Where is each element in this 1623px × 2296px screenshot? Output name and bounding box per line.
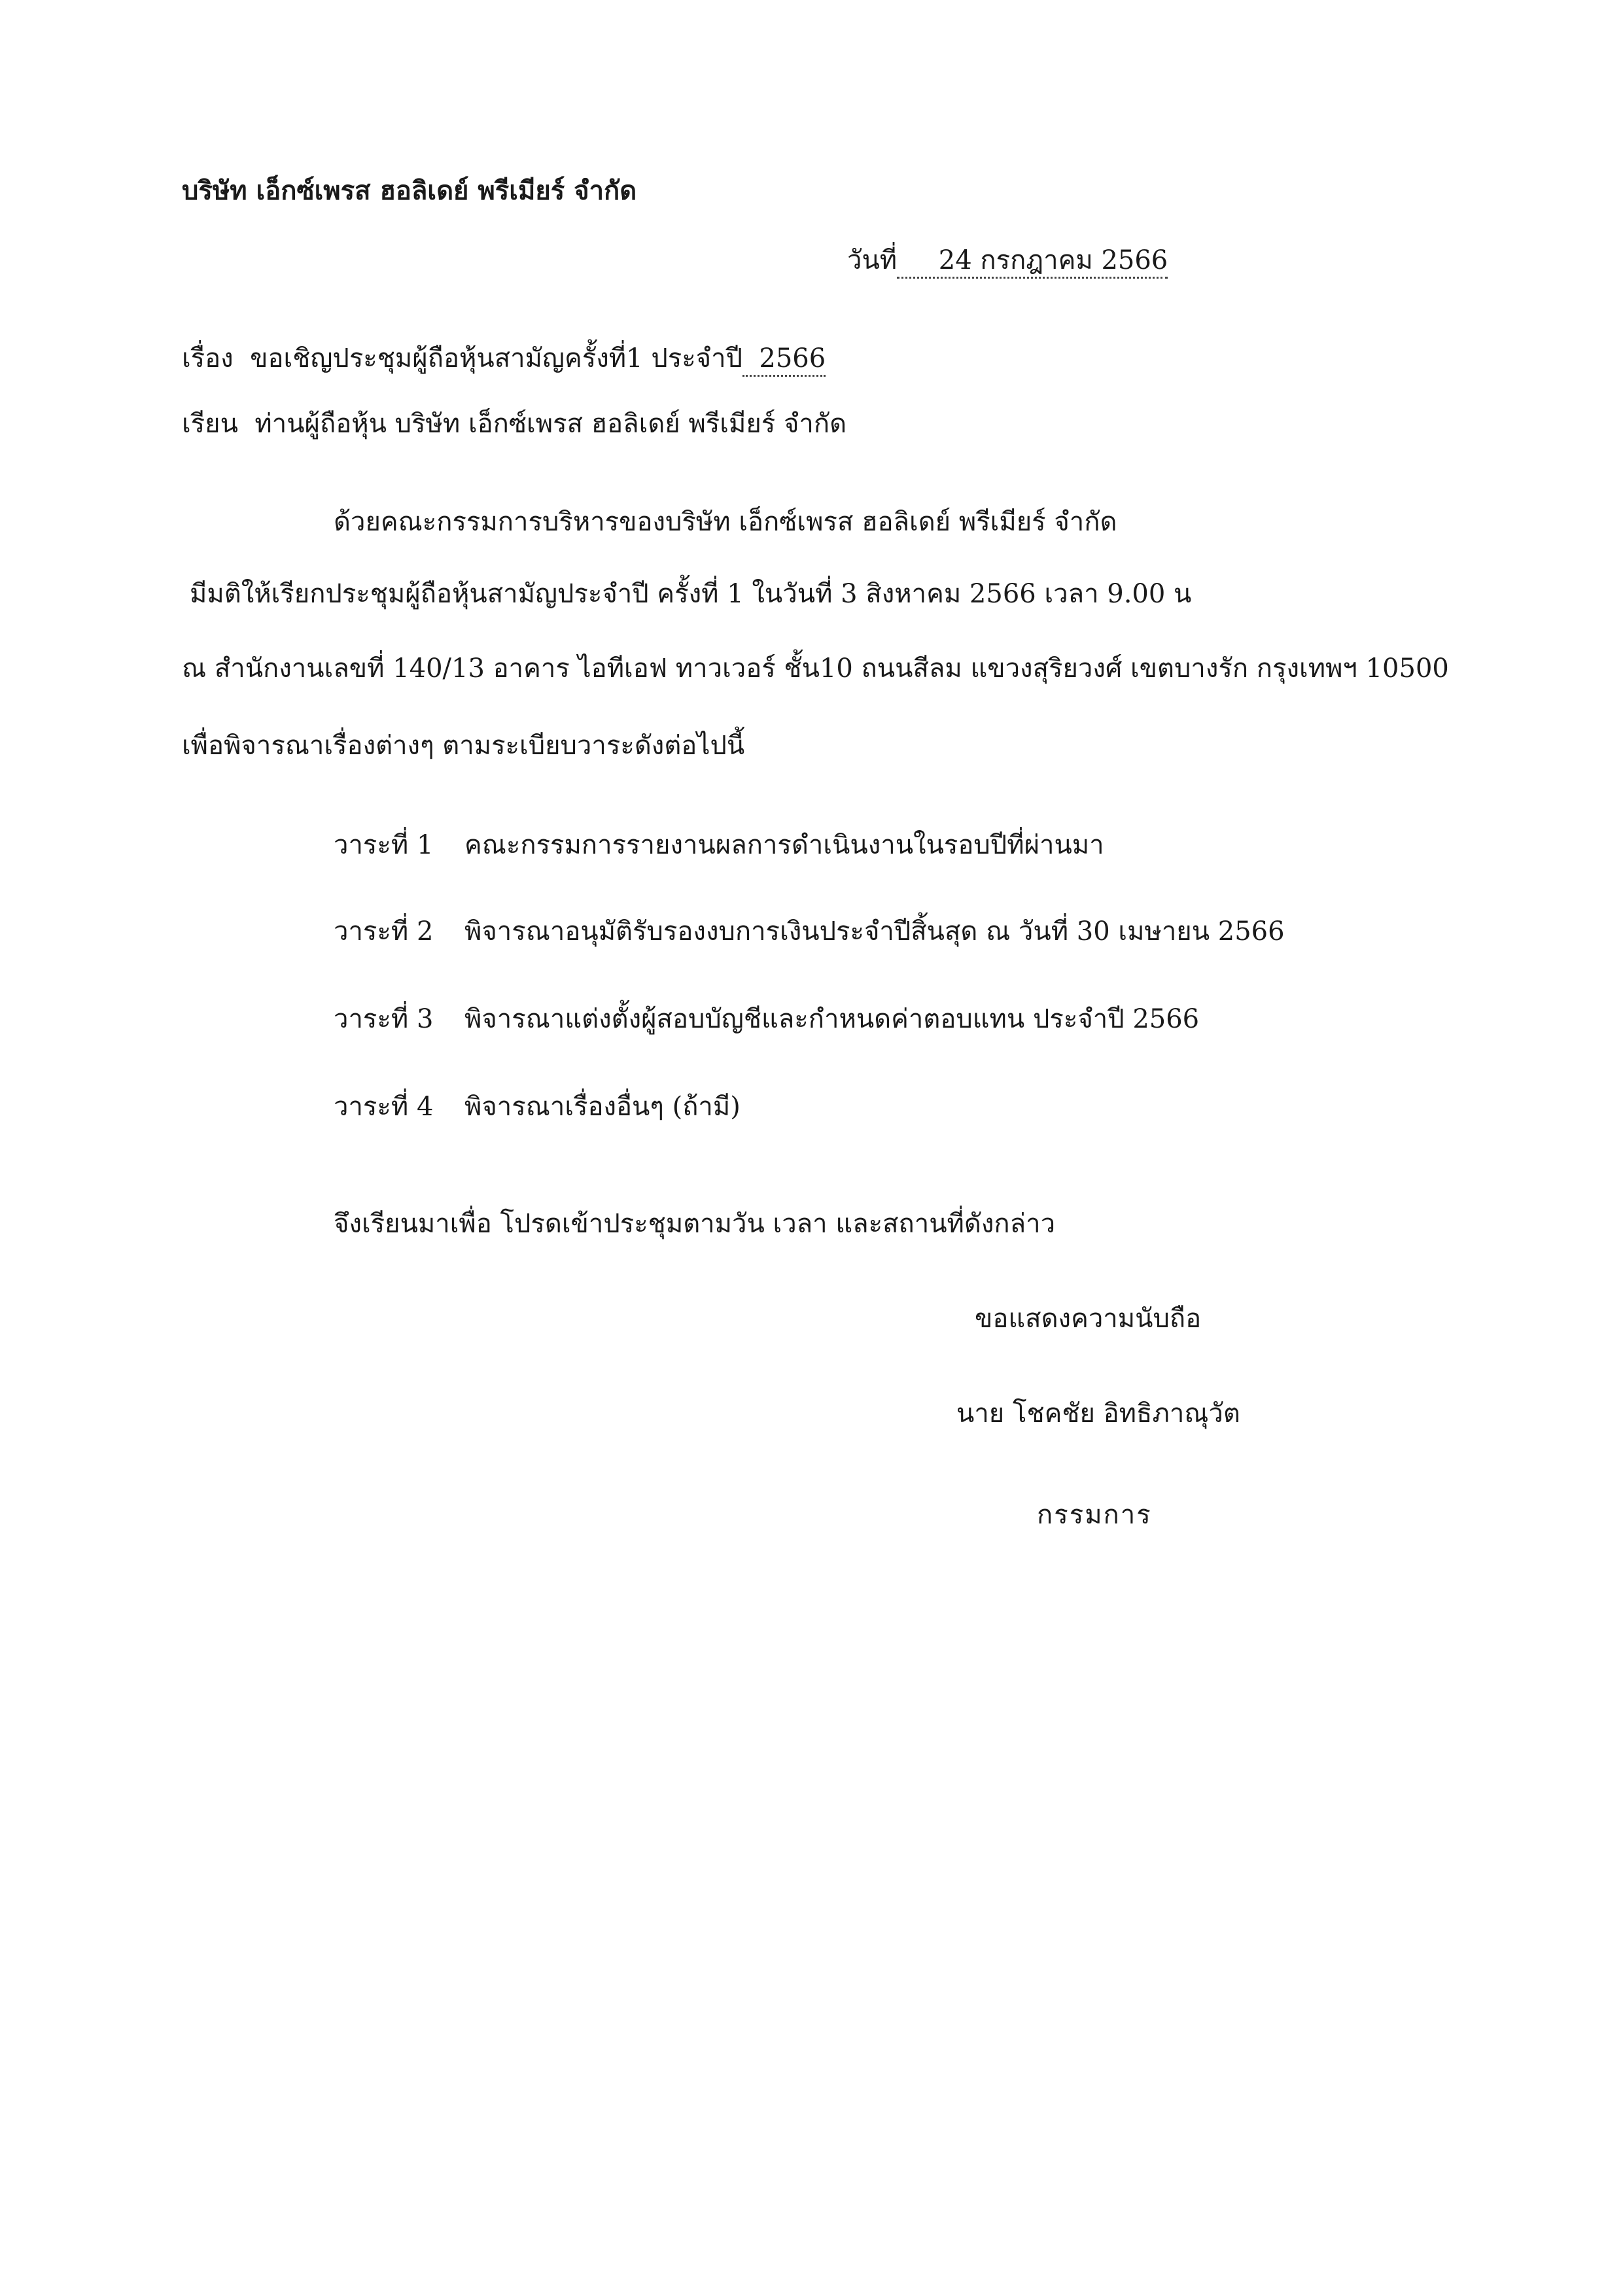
agenda-text: พิจารณาอนุมัติรับรองงบการเงินประจำปีสิ้นสุด ณ วันที่ 30 เมษายน 2566 xyxy=(464,916,1285,947)
closing-text: จึงเรียนมาเพื่อ โปรดเข้าประชุมตามวัน เวลา และสถานที่ดังกล่าว xyxy=(334,1209,1056,1239)
signer-name: นาย โชคชัย อิทธิภาณุวัต xyxy=(956,1399,1240,1429)
agenda-item-4 xyxy=(334,1090,741,1124)
agenda-item-2 xyxy=(334,914,1285,948)
body-line-4: เพื่อพิจารณาเรื่องต่างๆ ตามระเบียบวาระดังต่อไปนี้ xyxy=(182,731,745,761)
body-line-1: ด้วยคณะกรรมการบริหารของบริษัท เอ็กซ์เพรส ฮอลิเดย์ พรีเมียร์ จำกัด xyxy=(334,507,1117,537)
date-label: วันที่ xyxy=(847,245,898,275)
body-line-2: มีมติให้เรียกประชุมผู้ถือหุ้นสามัญประจำปี ครั้งที่ 1 ในวันที่ 3 สิงหาคม 2566 เวลา 9.00 น xyxy=(190,579,1192,609)
subject-year: 2566 xyxy=(742,343,826,377)
agenda-item-3 xyxy=(334,1002,1199,1036)
date-value: 24 กรกฎาคม 2566 xyxy=(897,245,1168,279)
signer-position: กรรมการ xyxy=(1037,1500,1152,1530)
recipient-label: เรียน xyxy=(182,409,238,439)
subject-line xyxy=(182,341,826,375)
date-line xyxy=(847,243,1168,277)
agenda-label: วาระที่ 4 xyxy=(334,1092,434,1122)
agenda-text: พิจารณาแต่งตั้งผู้สอบบัญชีและกำหนดค่าตอบแทน ประจำปี 2566 xyxy=(464,1004,1200,1034)
body-line-3: ณ สำนักงานเลขที่ 140/13 อาคาร ไอทีเอฟ ทาวเวอร์ ชั้น10 ถนนสีลม แขวงสุริยวงศ์ เขตบางรัก กรุงเทพฯ 10500 xyxy=(182,653,1449,684)
subject-label: เรื่อง xyxy=(182,343,234,374)
company-header: บริษัท เอ็กซ์เพรส ฮอลิเดย์ พรีเมียร์ จำกัด xyxy=(182,175,637,206)
agenda-label: วาระที่ 1 xyxy=(334,830,434,860)
agenda-label: วาระที่ 2 xyxy=(334,916,434,947)
recipient-line xyxy=(182,407,846,441)
agenda-text: พิจารณาเรื่องอื่นๆ (ถ้ามี) xyxy=(464,1092,741,1122)
recipient-text: ท่านผู้ถือหุ้น บริษัท เอ็กซ์เพรส ฮอลิเดย์ พรีเมียร์ จำกัด xyxy=(254,409,847,439)
agenda-label: วาระที่ 3 xyxy=(334,1004,434,1034)
agenda-item-1 xyxy=(334,828,1104,862)
regards-text: ขอแสดงความนับถือ xyxy=(975,1304,1202,1334)
subject-text: ขอเชิญประชุมผู้ถือหุ้นสามัญครั้งที่1 ประจำปี xyxy=(250,343,742,374)
agenda-text: คณะกรรมการรายงานผลการดำเนินงานในรอบปีที่ผ่านมา xyxy=(464,830,1104,860)
